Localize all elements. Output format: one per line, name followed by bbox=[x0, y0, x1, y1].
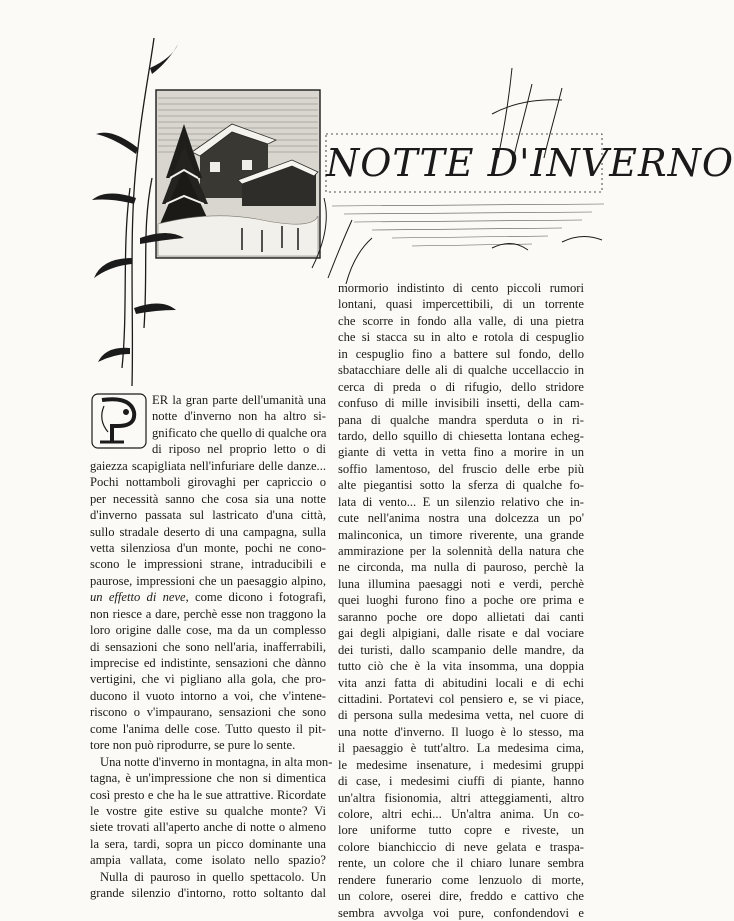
text-line: le vostre gite estive su qualche monte? Vi bbox=[90, 803, 326, 818]
text-line: tagna, è un'impressione che non si dimentica bbox=[90, 771, 326, 786]
text-line: vita anzi fatta di abitudini locali e di echi bbox=[338, 675, 584, 690]
text-line: notte d'inverno non ha altro si- bbox=[152, 409, 326, 424]
text-line: di riposo nel proprio letto o di bbox=[152, 442, 326, 457]
text-line: la sera, tardi, sopra un picco dominante una bbox=[90, 836, 326, 851]
text-line: vertigini, che vi pigliano alla gola, che pro- bbox=[90, 672, 326, 687]
text-line: sembra avvolga voi pure, confondendovi e bbox=[338, 905, 584, 920]
text-line: non riesce a dare, perchè esse non traggono la bbox=[90, 606, 326, 621]
text-line: colore bianchiccio di neve gelata e traspa- bbox=[338, 839, 584, 854]
text-line: imprecise ed indistinte, sensazioni che dànno bbox=[90, 656, 326, 670]
text-line: rente, un colore che il chiaro lunare sembra bbox=[338, 856, 584, 871]
text-line: come l'anima delle cose. Tutto questo il pit- bbox=[90, 721, 326, 736]
text-line: d'inverno passata sul lastricato d'una città, bbox=[90, 508, 326, 523]
text-line: così presto e che ha le sue attrattive. Ricordate bbox=[90, 787, 326, 802]
text-line: ammirazione per la solennità della natura che bbox=[338, 544, 584, 558]
text-line: tore non può riprodurre, se pure lo sente. bbox=[90, 738, 296, 753]
text-line: le medesime insenature, i medesimi gruppi bbox=[338, 757, 584, 772]
text-line: tardo, dello squillo di chiesetta lontana echeg- bbox=[338, 428, 584, 443]
text-line: gnificato che quello di qualche ora bbox=[152, 425, 327, 440]
text-line: sbatacchiare delle ali di qualche uccellaccio in bbox=[338, 363, 584, 378]
text-line: colore, altri echi... Un'altra anima. Un co- bbox=[338, 807, 584, 821]
text-line: in cespuglio fino a battere sul fondo, dello bbox=[338, 346, 584, 361]
text-line: gaiezza scapigliata nell'infuriare delle danze... bbox=[90, 458, 326, 473]
article-title: NOTTE D'INVERNO bbox=[326, 141, 734, 185]
text-line: di persona sulla medesima vetta, nel cuore di bbox=[338, 708, 584, 723]
text-line: cittadini. Portatevi col pensiero e, se vi piace, bbox=[338, 691, 584, 706]
text-line: ducono il vuoto intorno a voi, che v'intene- bbox=[90, 688, 326, 703]
text-line: scono le impressioni strane, intraducibili e bbox=[90, 557, 326, 572]
text-line: di case, i medesimi ciuffi di piante, hanno bbox=[338, 774, 584, 789]
text-line: lore uniforme tutto copre e riveste, un bbox=[338, 823, 584, 838]
text-line: Nulla di pauroso in quello spettacolo. Un bbox=[100, 869, 326, 884]
text-line: che si stacca su in alto e rotola di cespuglio bbox=[338, 330, 584, 345]
text-line-italic: un effetto di neve, come dicono i fotografi, bbox=[90, 590, 327, 605]
text-line: alte piegantisi sotto la sferza di qualche fo- bbox=[338, 478, 584, 493]
text-line: giante di vetta in vetta fino a morire in un bbox=[338, 445, 584, 460]
text-line: che scorre in fondo alla valle, di una pietra bbox=[338, 313, 584, 328]
text-line: cerca di preda o di rifugio, dello stridore bbox=[338, 379, 584, 394]
text-line: tutto ciò che è la vita insomma, una doppia bbox=[338, 659, 584, 674]
text-line: siete trovati all'aperto anche di notte o almeno bbox=[90, 820, 326, 835]
text-line: Una notte d'inverno in montagna, in alta mon- bbox=[100, 754, 333, 769]
text-line: Pochi nottamboli girovaghi per capriccio o bbox=[90, 475, 326, 490]
text-line: lontani, quasi impercettibili, di un torrente bbox=[338, 297, 584, 312]
text-line: quei luoghi furono fino a poche ore prima e bbox=[338, 593, 584, 608]
text-line: rendere funerario come lenzuolo di morte, bbox=[338, 872, 584, 887]
text-line: loro origine dalle cose, ma da un complesso bbox=[90, 623, 326, 638]
text-line: un'altra fisionomia, altri atteggiamenti, altro bbox=[338, 790, 584, 805]
text-line: confuso di mille invisibili insetti, della cam- bbox=[338, 396, 584, 411]
text-line: mormorio indistinto di cento piccoli rumori bbox=[338, 281, 584, 295]
text-line: dei turisti, dallo scampanio delle mandre, da bbox=[338, 642, 584, 657]
water-hatching bbox=[332, 204, 604, 246]
text-line: riscono o v'impaurano, sensazioni che sono bbox=[90, 705, 326, 720]
text-line: un colore, oserei dire, freddo e cattivo che bbox=[338, 889, 584, 904]
text-line: grande silenzio d'intorno, rotto soltanto dal bbox=[90, 886, 326, 901]
text-line: paurose, impressioni che un paesaggio alpino, bbox=[90, 573, 326, 588]
italic-phrase: un effetto di neve bbox=[90, 590, 186, 605]
reed-stalks bbox=[122, 38, 154, 386]
text-line: ne circonda, ma nulla di pauroso, perchè la bbox=[338, 560, 584, 575]
text-line: ampia vallata, come isolato nello spazio? bbox=[90, 853, 326, 868]
text-line: una notte d'inverno. Il luogo è lo stesso, ma bbox=[338, 724, 584, 739]
text-line: saranno poche ore dopo allietati dai canti bbox=[338, 609, 584, 624]
text-line: cute nell'anima nostra una dolcezza un po' bbox=[338, 511, 584, 526]
text-line: il paesaggio è tutt'altro. La medesima cima, bbox=[338, 741, 584, 756]
text-line: malinconica, un timore riverente, una grande bbox=[338, 527, 584, 542]
text-line: sullo stradale deserto di una campagna, sulla bbox=[90, 524, 326, 539]
right-text-column bbox=[338, 280, 584, 921]
text-line: per necessità sanno che cosa sia una notte bbox=[90, 491, 326, 506]
text-line: lata di vento... E un silenzio relativo che in- bbox=[338, 494, 584, 509]
text-line: pana di qualche mandra sperduta o in ri- bbox=[338, 412, 584, 427]
left-text-column bbox=[90, 392, 333, 902]
text-line: vetta silenziosa d'un monte, pochi ne cono- bbox=[90, 540, 326, 555]
text-line-1: ER la gran parte dell'umanità una bbox=[152, 393, 326, 407]
text-line: soffio lamentoso, del fruscio delle erbe più bbox=[338, 461, 584, 476]
text-line: di sensazioni che sono nell'aria, inafferrabili, bbox=[90, 639, 326, 654]
foreground-grass bbox=[312, 198, 602, 284]
text-line: luna illumina paesaggi noti e verdi, perchè bbox=[338, 576, 584, 591]
text-line: gai degli alpigiani, dalle risate e dal vociare bbox=[338, 626, 584, 641]
